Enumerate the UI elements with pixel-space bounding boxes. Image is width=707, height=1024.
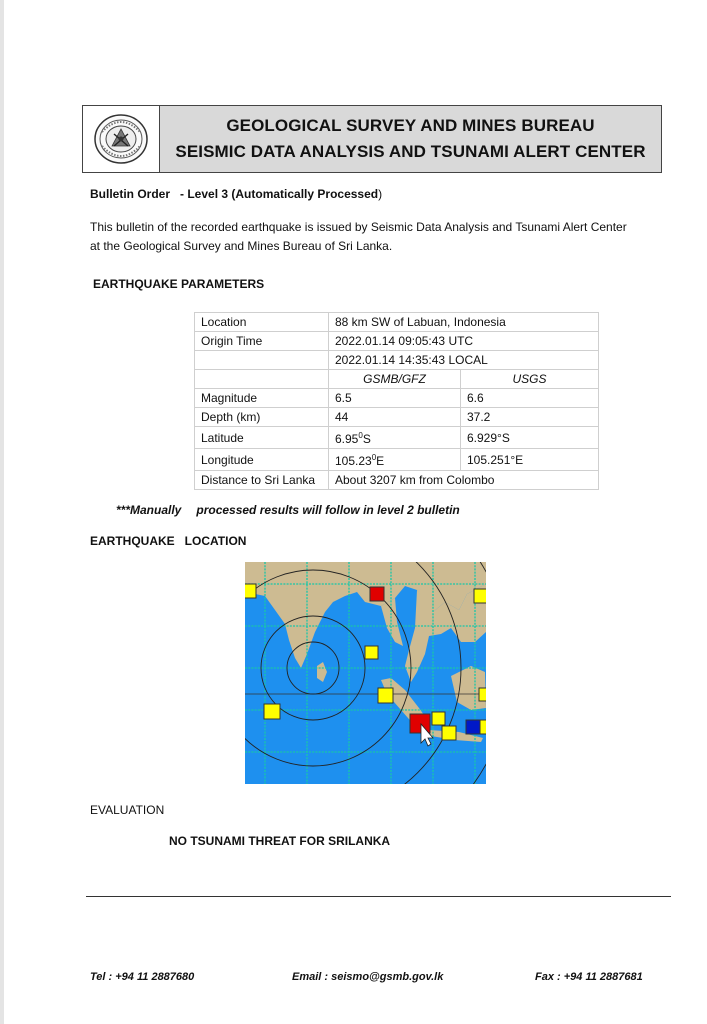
latitude-usgs: 6.929°S [461, 427, 599, 449]
origin-time-local: 2022.01.14 14:35:43 LOCAL [329, 351, 599, 370]
latitude-gsmb-unit: S [362, 432, 371, 446]
station-marker [245, 584, 256, 598]
table-row [195, 471, 599, 490]
organization-title: GEOLOGICAL SURVEY AND MINES BUREAU [226, 116, 595, 135]
manual-processing-note [116, 503, 460, 517]
distance-label: Distance to Sri Lanka [195, 471, 329, 490]
station-marker [479, 688, 486, 701]
footer-email: Email : seismo@gsmb.gov.lk [292, 971, 444, 983]
table-row [195, 351, 599, 370]
page-edge [0, 0, 4, 1024]
center-title: SEISMIC DATA ANALYSIS AND TSUNAMI ALERT CENTER [175, 142, 646, 161]
bulletin-header [82, 105, 662, 173]
latitude-label: Latitude [195, 427, 329, 449]
evaluation-result: NO TSUNAMI THREAT FOR SRILANKA [169, 834, 391, 848]
station-marker [442, 726, 456, 740]
table-row [195, 427, 599, 449]
station-marker [378, 688, 393, 703]
magnitude-usgs: 6.6 [461, 389, 599, 408]
longitude-usgs: 105.251°E [461, 449, 599, 471]
earthquake-location-map [245, 562, 486, 784]
station-marker-blue [466, 720, 480, 734]
gsmb-seal-icon [92, 112, 150, 166]
location-heading-word-2: LOCATION [184, 534, 247, 548]
table-row [195, 389, 599, 408]
source-usgs-header: USGS [461, 370, 599, 389]
table-row [195, 449, 599, 471]
epicenter-map-graphic [245, 562, 486, 784]
table-row [195, 370, 599, 389]
location-heading-word-1: EARTHQUAKE [90, 534, 175, 548]
bulletin-order-close: ) [378, 187, 383, 201]
latitude-gsmb-number: 6.95 [335, 432, 359, 446]
parameters-heading: EARTHQUAKE PARAMETERS [93, 277, 265, 291]
station-marker [432, 712, 445, 725]
footer-fax: Fax : +94 11 2887681 [535, 971, 643, 983]
depth-usgs: 37.2 [461, 408, 599, 427]
footer-telephone: Tel : +94 11 2887680 [90, 971, 195, 983]
intro-line-1: This bulletin of the recorded earthquake is issued by Seismic Data Analysis and Tsunami Alert Center [90, 220, 627, 234]
bulletin-order-line [90, 187, 382, 201]
longitude-gsmb-unit: E [376, 454, 385, 468]
magnitude-label: Magnitude [195, 389, 329, 408]
station-marker-red [370, 587, 384, 601]
evaluation-label: EVALUATION [90, 803, 165, 817]
earthquake-parameters-table [194, 312, 599, 490]
magnitude-gsmb: 6.5 [329, 389, 461, 408]
note-part-1: ***Manually [116, 503, 182, 517]
table-row [195, 313, 599, 332]
origin-time-utc: 2022.01.14 09:05:43 UTC [329, 332, 599, 351]
origin-time-label: Origin Time [195, 332, 329, 351]
longitude-gsmb-number: 105.23 [335, 454, 372, 468]
logo-cell [83, 106, 160, 172]
station-marker [480, 720, 486, 734]
source-gsmb-header: GSMB/GFZ [329, 370, 461, 389]
location-label: Location [195, 313, 329, 332]
location-value: 88 km SW of Labuan, Indonesia [329, 313, 599, 332]
depth-gsmb: 44 [329, 408, 461, 427]
table-row [195, 332, 599, 351]
station-marker [474, 589, 486, 603]
epicenter-marker [410, 714, 430, 733]
depth-label: Depth (km) [195, 408, 329, 427]
longitude-label: Longitude [195, 449, 329, 471]
table-row [195, 408, 599, 427]
station-marker [264, 704, 280, 719]
intro-line-2: at the Geological Survey and Mines Bureau of Sri Lanka. [90, 239, 393, 253]
empty-cell [195, 351, 329, 370]
degree-superscript: 0 [358, 431, 363, 440]
location-heading [90, 534, 246, 548]
footer-divider [86, 896, 671, 897]
station-marker [365, 646, 378, 659]
latitude-gsmb [329, 427, 461, 449]
header-title-cell [160, 106, 661, 172]
distance-value: About 3207 km from Colombo [329, 471, 599, 490]
note-part-2: processed results will follow in level 2 bulletin [196, 503, 460, 517]
bulletin-order-value: - Level 3 (Automatically Processed [180, 187, 379, 201]
longitude-gsmb [329, 449, 461, 471]
empty-cell [195, 370, 329, 389]
bulletin-order-label: Bulletin Order [90, 187, 171, 201]
degree-superscript: 0 [371, 453, 377, 462]
